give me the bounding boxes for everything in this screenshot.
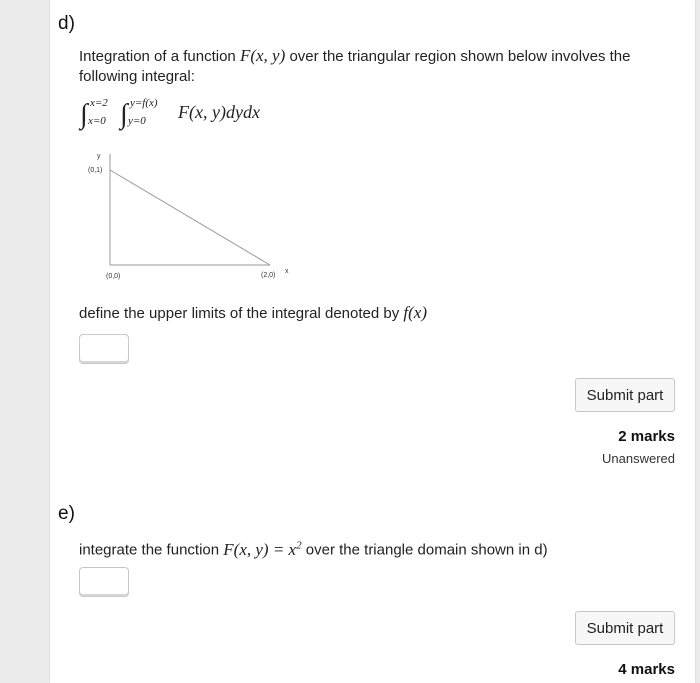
part-e-marks: 4 marks	[618, 661, 675, 678]
question-function: F(x, y)	[239, 46, 286, 65]
y-axis-label: y	[97, 153, 101, 160]
inner-upper-limit: y=f(x)	[130, 97, 158, 109]
part-d-label: d)	[58, 13, 75, 34]
hypotenuse	[110, 170, 270, 265]
part-e-function: F(x, $y) = x^2$	[223, 539, 302, 559]
inner-lower-limit: y=0	[128, 115, 146, 127]
outer-integral-sign: ∫	[80, 99, 88, 130]
integrand: F(x, y)dydx	[178, 102, 260, 122]
point-origin-label: (0,0)	[106, 273, 121, 280]
part-d-marks: 2 marks	[618, 428, 675, 445]
point-right-label: (2,0)	[261, 272, 276, 279]
part-d-question-line2: following integral:	[79, 68, 195, 85]
prompt-function: f(x)	[403, 303, 427, 322]
x-axis-label: x	[285, 268, 289, 275]
double-integral	[80, 97, 340, 131]
outer-lower-limit: x=0	[88, 115, 106, 127]
part-d-submit-button[interactable]: Submit part	[575, 378, 675, 412]
part-e-label: e)	[58, 503, 75, 524]
outer-upper-limit: x=2	[90, 97, 108, 109]
part-d-question: Integration of a function F(x, y) over the triangular region shown below involves the	[79, 46, 631, 65]
triangle-region-graph	[82, 150, 312, 285]
part-e-prompt: integrate the function F(x, $y) = x^2$ over the triangle domain shown in d)	[79, 539, 548, 559]
part-e-answer-input[interactable]	[79, 567, 129, 597]
part-d-status: Unanswered	[602, 451, 675, 466]
part-d-answer-input[interactable]	[79, 334, 129, 364]
part-e-submit-button[interactable]: Submit part	[575, 611, 675, 645]
part-d-prompt: define the upper limits of the integral denoted by f(x)	[79, 303, 427, 322]
point-top-label: (0,1)	[88, 167, 103, 174]
inner-integral-sign: ∫	[120, 99, 128, 130]
